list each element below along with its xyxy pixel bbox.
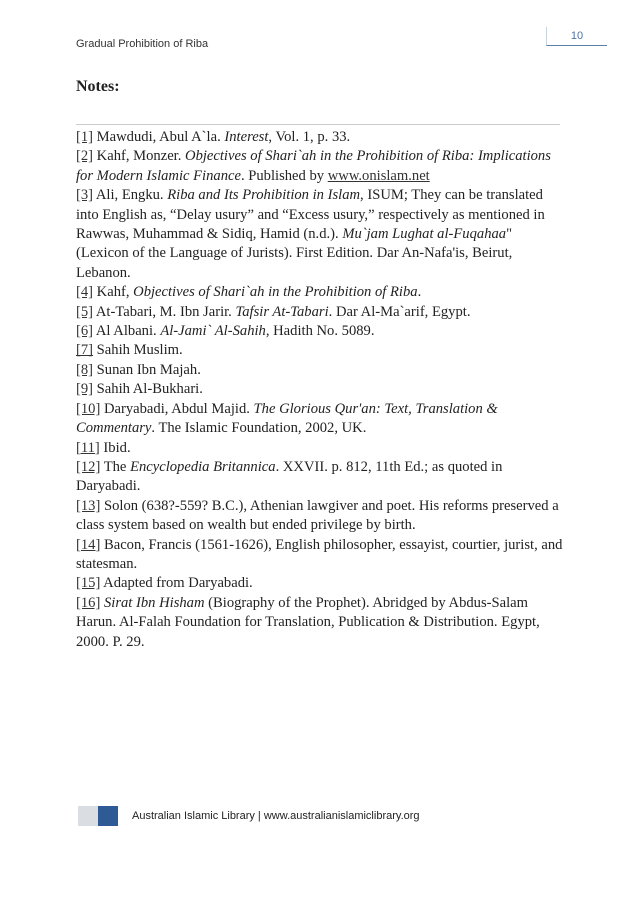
note-5: [5] At-Tabari, M. Ibn Jarir. Tafsir At-Tabari. Dar Al-Ma`arif, Egypt.: [76, 303, 471, 320]
note-16: [16] Sirat Ibn Hisham (Biography of the Prophet). Abridged by Abdus-Salam Harun. Al-Falah Foundation for Translation, Publication & Distribution. Egypt, 2000. P. 29.: [76, 594, 540, 650]
note-1: [1] Mawdudi, Abul A`la. Interest, Vol. 1, p. 33.: [76, 129, 351, 145]
note-15: [15] Adapted from Daryabadi.: [76, 575, 253, 592]
note-6: [6] Al Albani. Al-Jami` Al-Sahih, Hadith No. 5089.: [76, 323, 375, 340]
page-number-box: [546, 27, 607, 46]
note-ref-link[interactable]: [8]: [76, 361, 94, 378]
divider: [76, 124, 560, 125]
note-ref-link[interactable]: [5]: [76, 303, 94, 320]
note-7: [7] Sahih Muslim.: [76, 342, 183, 359]
note-11: [11] Ibid.: [76, 439, 131, 456]
note-ref-link[interactable]: [2]: [76, 148, 94, 165]
note-2: [2] Kahf, Monzer. Objectives of Shari`ah in the Prohibition of Riba: Implications for Modern Islamic Finance. Published by www.onislam.net: [76, 148, 551, 184]
page-number: 10: [570, 30, 584, 42]
note-ref-link[interactable]: [12]: [76, 458, 101, 475]
note-14: [14] Bacon, Francis (1561-1626), English philosopher, essayist, courtier, jurist, and statesman.: [76, 536, 563, 572]
note-ref-link[interactable]: [1]: [76, 129, 94, 145]
note-ref-link[interactable]: [4]: [76, 284, 94, 301]
note-4: [4] Kahf, Objectives of Shari`ah in the Prohibition of Riba.: [76, 284, 422, 301]
note-ref-link[interactable]: [6]: [76, 323, 94, 340]
footer-accent-light: [78, 806, 98, 826]
footer-text: Australian Islamic Library | www.australianislamiclibrary.org: [132, 810, 420, 822]
note-12: [12] The Encyclopedia Britannica. XXVII. p. 812, 11th Ed.; as quoted in Daryabadi.: [76, 458, 503, 495]
note-ref-link[interactable]: [3]: [76, 187, 94, 204]
onislam-link[interactable]: www.onislam.net: [327, 167, 430, 184]
note-ref-link[interactable]: [13]: [76, 497, 101, 514]
note-ref-link[interactable]: [10]: [76, 400, 101, 417]
note-9: [9] Sahih Al-Bukhari.: [76, 381, 203, 398]
note-3: [3] Ali, Engku. Riba and Its Prohibition in Islam, ISUM; They can be translated into English as, “Delay usury” and “Excess usury,” respectively as mentioned in Rawwas, Muhammad & Sidiq, Hamid (n.d.). Mu`jam Lughat al-Fuqahaa" (Lexicon of the Language of Jurists). First Edition. Dar An-Nafa'is, Beirut, Lebanon.: [76, 187, 545, 281]
note-13: [13] Solon (638?-559? B.C.), Athenian lawgiver and poet. His reforms preserved a class system based on wealth but ended privilege by birth.: [76, 497, 559, 534]
note-ref-link[interactable]: [14]: [76, 536, 101, 553]
notes-list: [76, 128, 566, 652]
header-title: Gradual Prohibition of Riba: [76, 38, 209, 50]
note-ref-link[interactable]: [16]: [76, 594, 101, 611]
note-ref-link[interactable]: [9]: [76, 381, 94, 398]
notes-heading: Notes:: [76, 78, 120, 95]
note-8: [8] Sunan Ibn Majah.: [76, 361, 201, 378]
footer-accent-dark: [98, 806, 118, 826]
note-ref-link[interactable]: [7]: [76, 342, 94, 359]
note-ref-link[interactable]: [11]: [76, 439, 100, 456]
note-ref-link[interactable]: [15]: [76, 575, 101, 592]
note-10: [10] Daryabadi, Abdul Majid. The Glorious Qur'an: Text, Translation & Commentary. The Islamic Foundation, 2002, UK.: [76, 400, 498, 437]
